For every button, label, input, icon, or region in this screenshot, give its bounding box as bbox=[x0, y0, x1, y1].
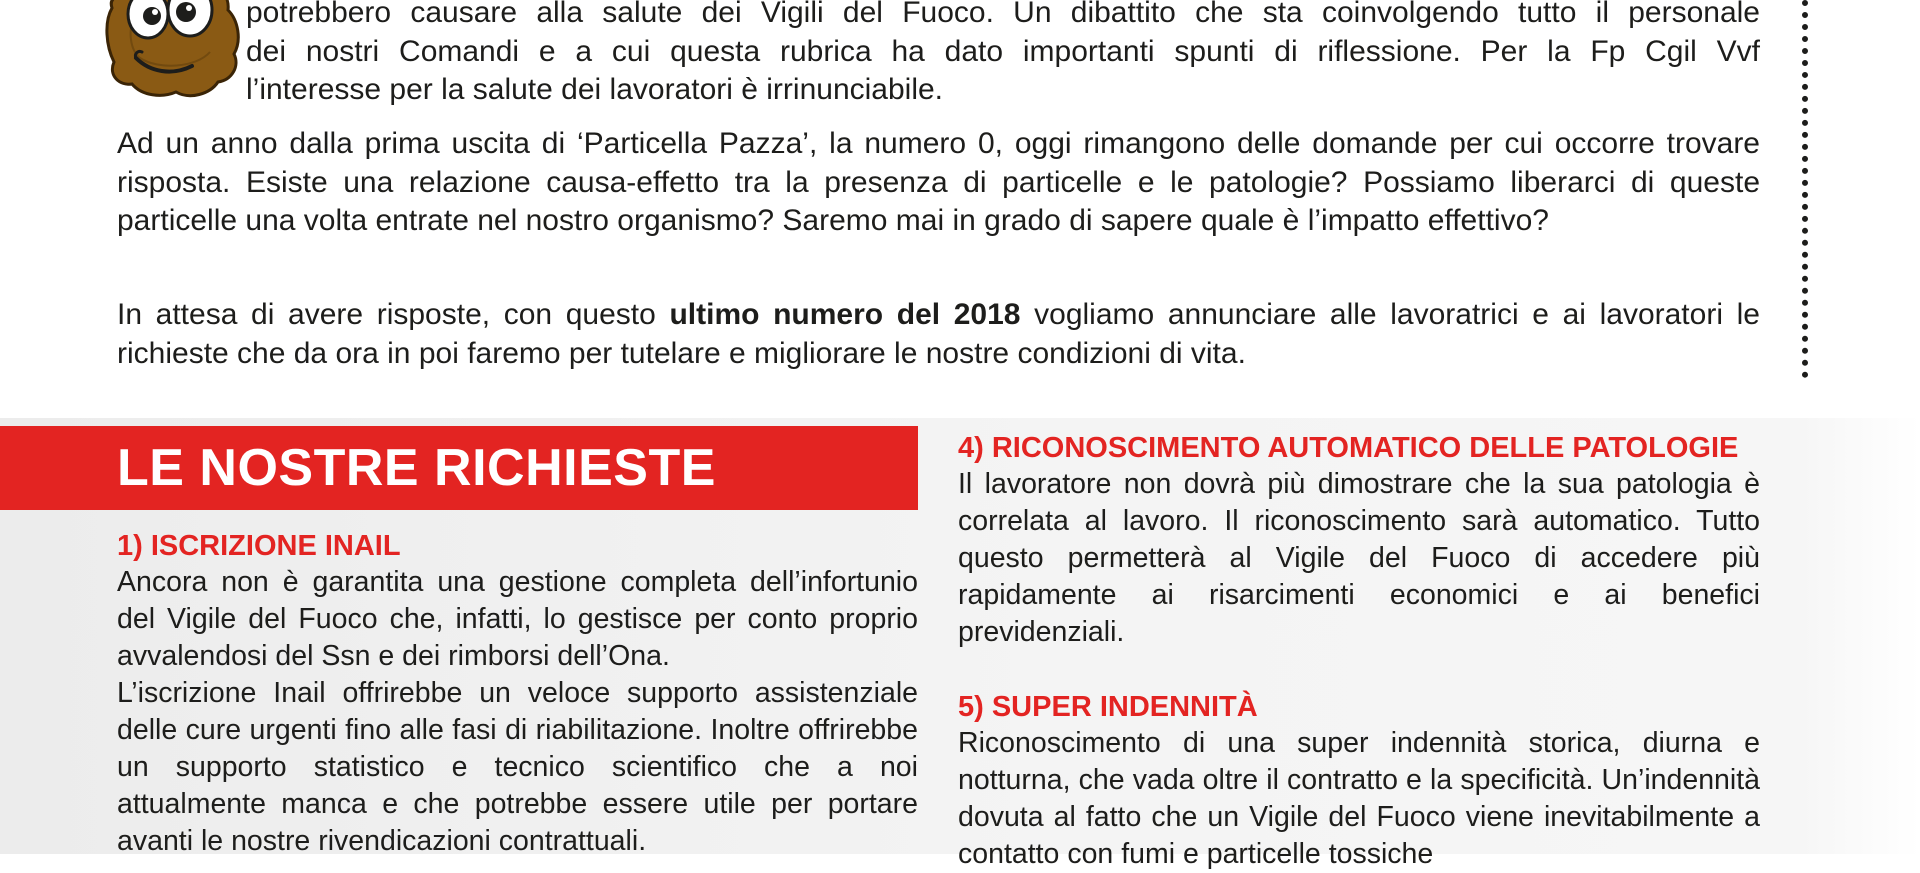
request-1-paragraph: L’iscrizione Inail offrirebbe un veloce supporto assistenziale delle cure urgenti fino alle fasi di riabilitazione. Inoltre offrirebbe un supporto statistico e tecnico scientifico che a noi attualmente manca e che potrebbe essere utile per portare avanti le nostre rivendicazioni contrattuali. bbox=[117, 677, 918, 857]
intro-line: potrebbero causare alla salute dei Vigili del Fuoco. Un dibattito che sta coinvolgendo tutto il personale bbox=[246, 0, 1760, 29]
request-1-body bbox=[117, 564, 918, 860]
request-4-title: 4) RICONOSCIMENTO AUTOMATICO DELLE PATOLOGIE bbox=[958, 432, 1739, 464]
dotted-divider bbox=[1802, 0, 1808, 378]
request-4-body bbox=[958, 466, 1760, 651]
announcement-text-end: vogliamo annunciare alle lavoratrici e ai lavoratori le richieste che da ora in poi faremo per tutelare e migliorare le nostre condizioni di vita. bbox=[117, 298, 1760, 370]
request-1-title: 1) ISCRIZIONE INAIL bbox=[117, 530, 401, 562]
intro-line: dei nostri Comandi e a cui questa rubrica ha dato importanti spunti di riflessione. Per la Fp Cgil Vvf bbox=[246, 34, 1760, 68]
intro-paragraph-announcement bbox=[117, 296, 1760, 373]
intro-paragraph-questions: Ad un anno dalla prima uscita di ‘Particella Pazza’, la numero 0, oggi rimangono delle domande per cui occorre trovare risposta. Esiste una relazione causa-effetto tra la presenza di particelle e le patologie? Possiamo liberarci di queste particelle una volta entrate nel nostro organismo? Saremo mai in grado di sapere quale è l’impatto effettivo? bbox=[117, 127, 1760, 237]
requests-section-fade bbox=[1800, 418, 1920, 854]
request-1-paragraph: Ancora non è garantita una gestione completa dell’infortunio del Vigile del Fuoco che, infatti, lo gestisce per conto proprio avvalendosi del Ssn e dei rimborsi dell’Ona. bbox=[117, 566, 918, 672]
intro-text bbox=[246, 0, 1760, 110]
request-5-body bbox=[958, 725, 1760, 873]
intro-line: l’interesse per la salute dei lavoratori è irrinunciabile. bbox=[246, 73, 944, 106]
particella-pazza-mascot-icon bbox=[100, 0, 242, 102]
request-4-paragraph: Il lavoratore non dovrà più dimostrare che la sua patologia è correlata al lavoro. Il riconoscimento sarà automatico. Tutto questo permetterà al Vigile del Fuoco di accedere più rapidamente ai risarcimenti economici e ai benefici previdenziali. bbox=[958, 468, 1760, 648]
request-5-title: 5) SUPER INDENNITÀ bbox=[958, 691, 1258, 723]
request-5-paragraph: Riconoscimento di una super indennità storica, diurna e notturna, che vada oltre il contratto e la specificità. Un’indennità dovuta al fatto che un Vigile del Fuoco viene inevitabilmente a contatto con fumi e particelle tossiche bbox=[958, 727, 1760, 870]
announcement-text-start: In attesa di avere risposte, con questo bbox=[117, 298, 670, 331]
announcement-highlight: ultimo numero del 2018 bbox=[669, 298, 1021, 331]
requests-banner-title: LE NOSTRE RICHIESTE bbox=[117, 439, 716, 497]
